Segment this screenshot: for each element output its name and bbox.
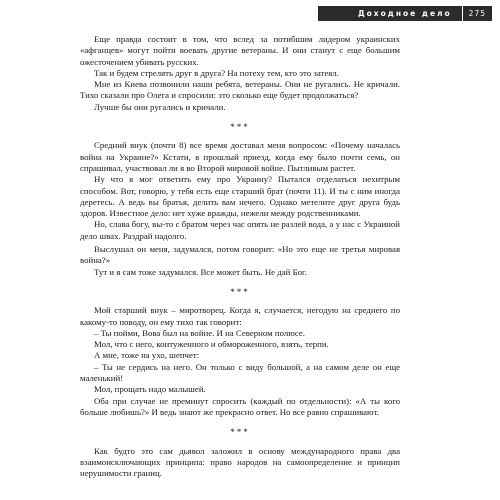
paragraph: Оба при случае не преминут спросить (каждый по отдельности): «А ты кого больше любишь?» И ведь знают же прекрасно ответ. Но все равно спрашивают. <box>80 395 400 417</box>
paragraph: Ну что я мог ответить ему про Украину? Пытался отделаться нехитрым способом. Вот, говорю, у тебя есть еще старший брат (почти 11). И ты с ним иногда деретесь. А ведь вы братья, делить вам нечего. Однако метелите друг друга будь здоров. Известное дело: нет хуже вражды, нежели между родственниками. <box>80 174 400 219</box>
paragraph: Мой старший внук – миротворец. Когда я, случается, негодую на среднего по какому-то поводу, он ему тихо так говорит: <box>80 305 400 327</box>
paragraph: Но, слава богу, вы-то с братом через час опять не разлей вода, а у нас с Украиной дело швах. Раздрай надолго. <box>80 219 400 241</box>
paragraph: Еще правда состоит в том, что вслед за потибшим лидером украинских «афганцев» могут пойти воевать другие ветераны. И они станут с еще большим ожесточением убивать русских. <box>80 34 400 67</box>
paragraph: Средний внук (почти 8) все время доставал меня вопросом: «Почему началась война на Украине?» Кстати, в прошлый приезд, когда ему было почти семь, он спрашивал, участвовал ли я во Второй мировой войне. Пытливым растет. <box>80 140 400 173</box>
paragraph: Мол, прощать надо малышей. <box>94 384 206 395</box>
page-number: 275 <box>463 6 492 21</box>
paragraph: Как будто это сам дьявол заложил в основу международного права два взаимоисключающих принципа: право народов на самоопределение и принцип нерушимости границ. <box>80 445 400 479</box>
page-body <box>80 34 400 479</box>
paragraph: Выслушал он меня, задумался, потом говорит: «Но это еще не третья мировая война?» <box>80 244 400 266</box>
paragraph: Так и будем стрелять друг в друга? На потеху тем, кто это затеял. <box>94 67 339 78</box>
section-break: *** <box>230 122 250 133</box>
dialogue-line: – Ты не сердись на него. Он только с виду большой, а на самом деле он еще маленький! <box>80 361 400 384</box>
paragraph: Лучше бы они ругались и кричали. <box>94 101 226 112</box>
running-header <box>318 6 492 21</box>
paragraph: Тут и я сам тоже задумался. Все может быть. Не дай Бог. <box>94 266 307 277</box>
paragraph: Мол, что с него, контуженного и обмороженного, взять, терпи. <box>94 339 329 350</box>
paragraph: А мне, тоже на ухо, шепчет: <box>94 350 200 361</box>
running-header-title: Доходное дело <box>318 6 462 21</box>
section-break: *** <box>230 286 250 297</box>
paragraph: Мне из Киева позвонили наши ребята, ветераны. Они не ругались. Не кричали. Тихо сказали про Олега и спросили: это сколько еще будет продолжаться? <box>80 79 400 101</box>
section-break: *** <box>230 427 250 438</box>
dialogue-line: – Ты пойми, Вова был на войне. И на Северном полюсе. <box>94 327 305 338</box>
